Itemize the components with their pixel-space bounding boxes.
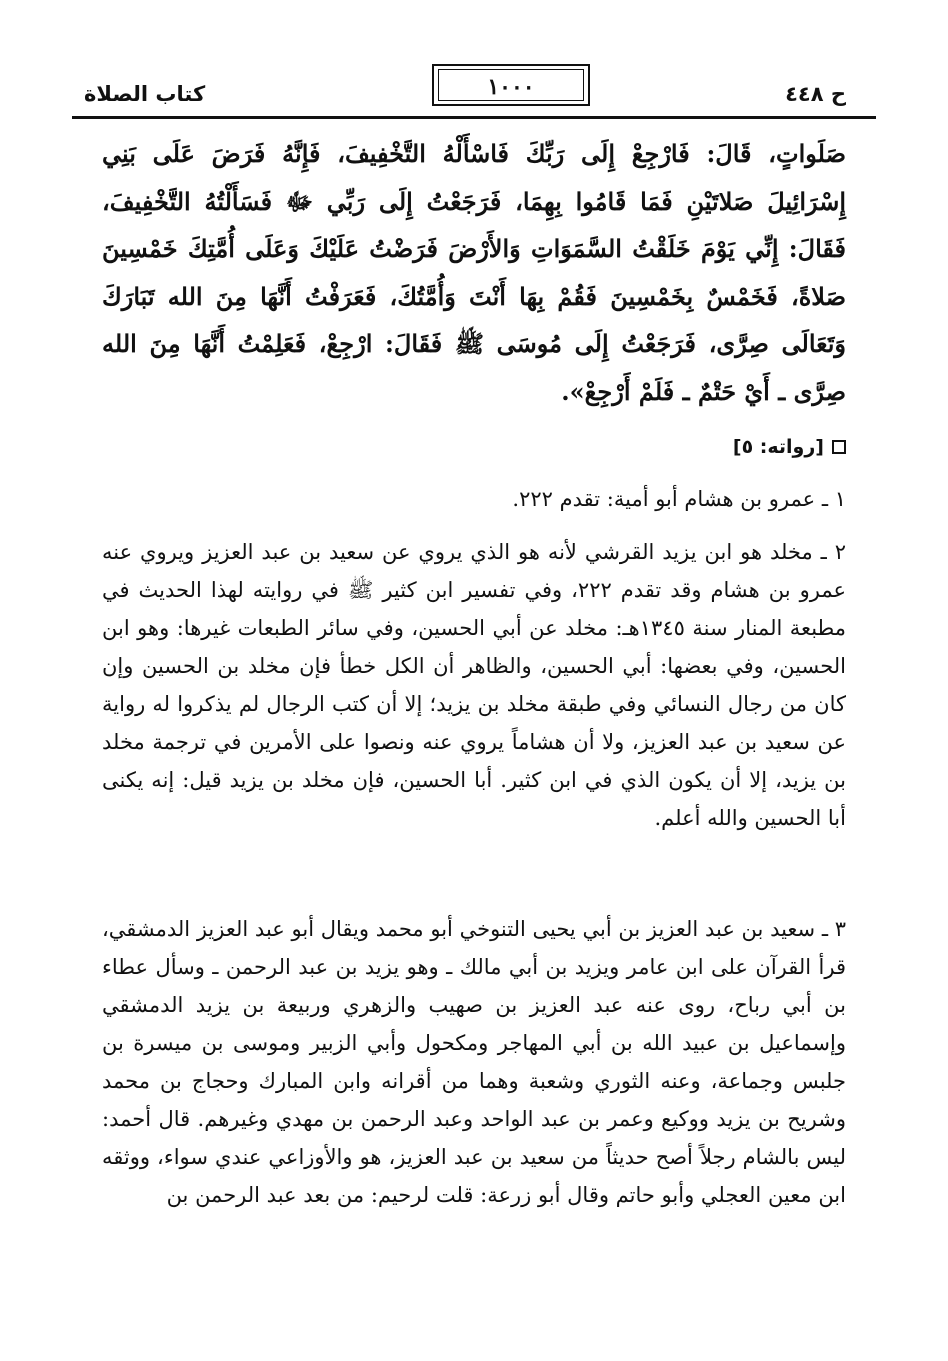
narrator-paragraph-3: ٣ ـ سعيد بن عبد العزيز بن أبي يحيى التنوخي أبو محمد ويقال أبو عبد العزيز الدمشقي، قرأ القرآن على ابن عامر ويزيد بن أبي مالك ـ وهو يزيد بن عبد الرحمن ـ وسأل عطاء بن أبي رباح، روى عنه عبد العزيز بن صهيب والزهري وربيعة بن يزيد الدمشقي وإسماعيل بن عبيد الله بن أبي المهاجر ومكحول وأبي الزبير وموسى بن ميسرة بن جلبس وجماعة، وعنه الثوري وشعبة وهما من أقرانه وابن المبارك وحجاج بن محمد وشريح بن يزيد ووكيع وعمر بن عبد الواحد وعبد الرحمن بن مهدي وغيرهم. قال أحمد: ليس بالشام رجلاً أصح حديثاً من سعيد بن عبد العزيز، هو والأوزاعي عندي سواء، ووثقه ابن معين العجلي وأبو حاتم وقال أبو زرعة: قلت لرحيم: من بعد عبد الرحمن بن — [102, 917, 846, 1207]
page-reference: ح ٤٤٨ — [785, 82, 846, 106]
hadith-text: صَلَواتٍ، قَالَ: فَارْجِعْ إِلَى رَبِّكَ فَاسْأَلْهُ التَّخْفِيفَ، فَإِنَّهُ فَرَضَ عَلَى بَنِي إِسْرَائِيلَ صَلاتَيْنِ فَمَا قَامُوا بِهِمَا، فَرَجَعْتُ إِلَى رَبِّي ﷻ فَسَأَلْتُهُ التَّخْفِيفَ، فَقَالَ: إِنِّي يَوْمَ خَلَقْتُ السَّمَوَاتِ وَالأَرْضَ فَرَضْتُ عَلَيْكَ وَعَلَى أُمَّتِكَ خَمْسِينَ صَلاةً، فَخَمْسٌ بِخَمْسِينَ فَقُمْ بِهَا أَنْتَ وَأُمَّتُكَ، فَعَرَفْتُ أَنَّهَا مِنَ الله تَبَارَكَ وَتَعَالَى صِرَّى، فَرَجَعْتُ إِلَى مُوسَى ﷺ فَقَالَ: ارْجِعْ، فَعَلِمْتُ أَنَّهَا مِنَ الله صِرَّى ـ أَيْ حَتْمٌ ـ فَلَمْ أَرْجِعْ». — [102, 139, 847, 406]
book-title: كتاب الصلاة — [84, 82, 206, 106]
hadith-number: ١٠٠٠ — [487, 74, 535, 100]
section-heading-label: [رواته: ٥] — [732, 436, 824, 458]
narrator-paragraph-2: ٢ ـ مخلد هو ابن يزيد القرشي لأنه هو الذي يروي عن سعيد بن عبد العزيز ويروي عنه عمرو بن هشام وقد تقدم ٢٢٢، وفي تفسير ابن كثير ﷺ في روايته لهذا الحديث في مطبعة المنار سنة ١٣٤٥هـ: مخلد عن أبي الحسين، وفي سائر الطبعات غيرها: وهو ابن الحسين، وفي بعضها: أبي الحسين، والظاهر أن الكل خطأ فإن مخلد بن الحسين وإن كان من رجال النسائي وفي طبقة مخلد بن يزيد؛ إلا أن كتب الرجال لم يذكروا له رواية عن سعيد بن عبد العزيز، ولا أن هشاماً يروي عنه ونصوا على الأمرين في ترجمة مخلد بن يزيد، إلا أن يكون الذي في ابن كثير. أبا الحسين، فإن مخلد بن يزيد قيل: إنه يكنى أبا الحسين والله أعلم. — [102, 540, 847, 830]
header-divider — [72, 116, 876, 119]
hadith-number-frame — [432, 64, 590, 106]
square-bullet-icon — [832, 440, 846, 454]
section-heading — [733, 436, 846, 458]
narrator-paragraph-1: ١ ـ عمرو بن هشام أبو أمية: تقدم ٢٢٢. — [512, 487, 846, 511]
page-header — [72, 60, 876, 114]
